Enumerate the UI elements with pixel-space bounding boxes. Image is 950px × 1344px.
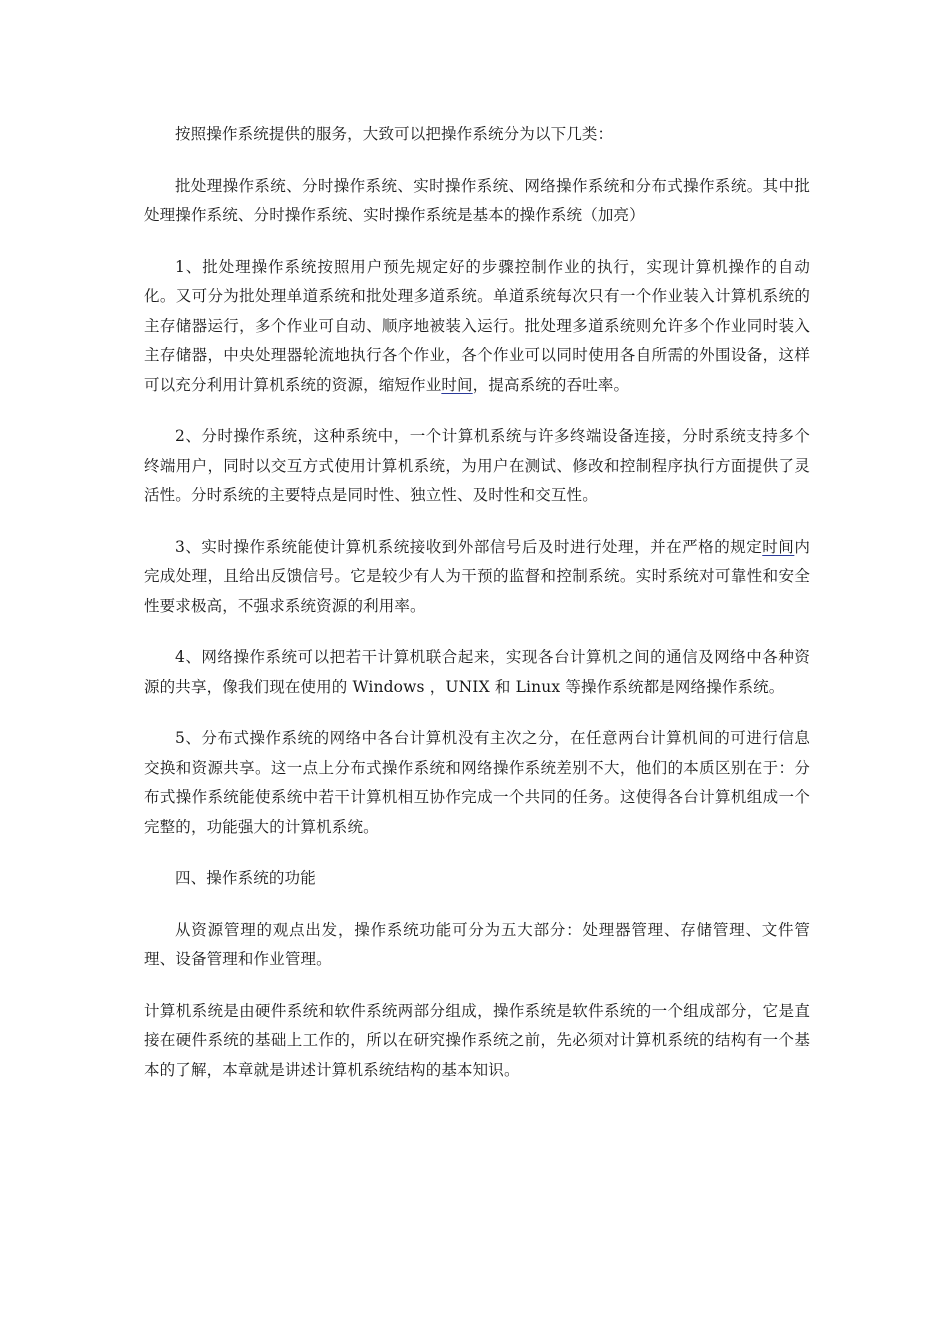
paragraph-real-time-system bbox=[144, 533, 810, 622]
section-heading-os-functions: 四、操作系统的功能 bbox=[175, 869, 316, 887]
paragraph-real-time-system-text-a: 3、实时操作系统能使计算机系统接收到外部信号后及时进行处理，并在严格的规定 bbox=[175, 537, 763, 556]
paragraph-os-service-intro: 按照操作系统提供的服务，大致可以把操作系统分为以下几类： bbox=[175, 125, 614, 143]
time-link[interactable]: 时间 bbox=[441, 375, 473, 394]
paragraph-distributed-os: 5、分布式操作系统的网络中各台计算机没有主次之分，在任意两台计算机间的可进行信息交换和资源共享。这一点上分布式操作系统和网络操作系统差别不大，他们的本质区别在于：分布式操作系统能使系统中若干计算机相互协作完成一个共同的任务。这使得各台计算机组成一个完整的，功能强大的计算机系统。 bbox=[144, 729, 810, 836]
paragraph-network-os: 4、网络操作系统可以把若干计算机联合起来，实现各台计算机之间的通信及网络中各种资源的共享，像我们现在使用的 Windows ，UNIX 和 Linux 等操作系统都是网络操作系统。 bbox=[144, 648, 810, 696]
document-body bbox=[144, 120, 810, 1107]
paragraph-batch-system-text-a: 1、批处理操作系统按照用户预先规定好的步骤控制作业的执行，实现计算机操作的自动化。又可分为批处理单道系统和批处理多道系统。单道系统每次只有一个作业装入计算机系统的主存储器运行，多个作业可自动、顺序地被装入运行。批处理多道系统则允许多个作业同时装入主存储器，中央处理器轮流地执行各个作业，各个作业可以同时使用各自所需的外围设备，这样可以充分利用计算机系统的资源，缩短作业 bbox=[144, 257, 810, 394]
paragraph-computer-system-structure: 计算机系统是由硬件系统和软件系统两部分组成，操作系统是软件系统的一个组成部分，它是直接在硬件系统的基础上工作的，所以在研究操作系统之前，先必须对计算机系统的结构有一个基本的了解，本章就是讲述计算机系统结构的基本知识。 bbox=[144, 1001, 810, 1079]
paragraph-batch-system-text-b: ，提高系统的吞吐率。 bbox=[472, 375, 630, 394]
paragraph-time-sharing-system: 2、分时操作系统，这种系统中，一个计算机系统与许多终端设备连接，分时系统支持多个终端用户，同时以交互方式使用计算机系统，为用户在测试、修改和控制程序执行方面提供了灵活性。分时系统的主要特点是同时性、独立性、及时性和交互性。 bbox=[144, 427, 810, 504]
paragraph-os-types: 批处理操作系统、分时操作系统、实时操作系统、网络操作系统和分布式操作系统。其中批处理操作系统、分时操作系统、实时操作系统是基本的操作系统（加亮） bbox=[144, 176, 810, 224]
time-link[interactable]: 时间 bbox=[762, 537, 795, 556]
paragraph-real-time-system-text-b: 内完成处理，且给出反馈信号。它是较少有人为干预的监督和控制系统。实时系统对可靠性和安全性要求极高，不强求系统资源的利用率。 bbox=[144, 537, 810, 615]
paragraph-batch-system bbox=[144, 253, 810, 401]
paragraph-os-functions: 从资源管理的观点出发，操作系统功能可分为五大部分：处理器管理、存储管理、文件管理、设备管理和作业管理。 bbox=[144, 920, 810, 968]
